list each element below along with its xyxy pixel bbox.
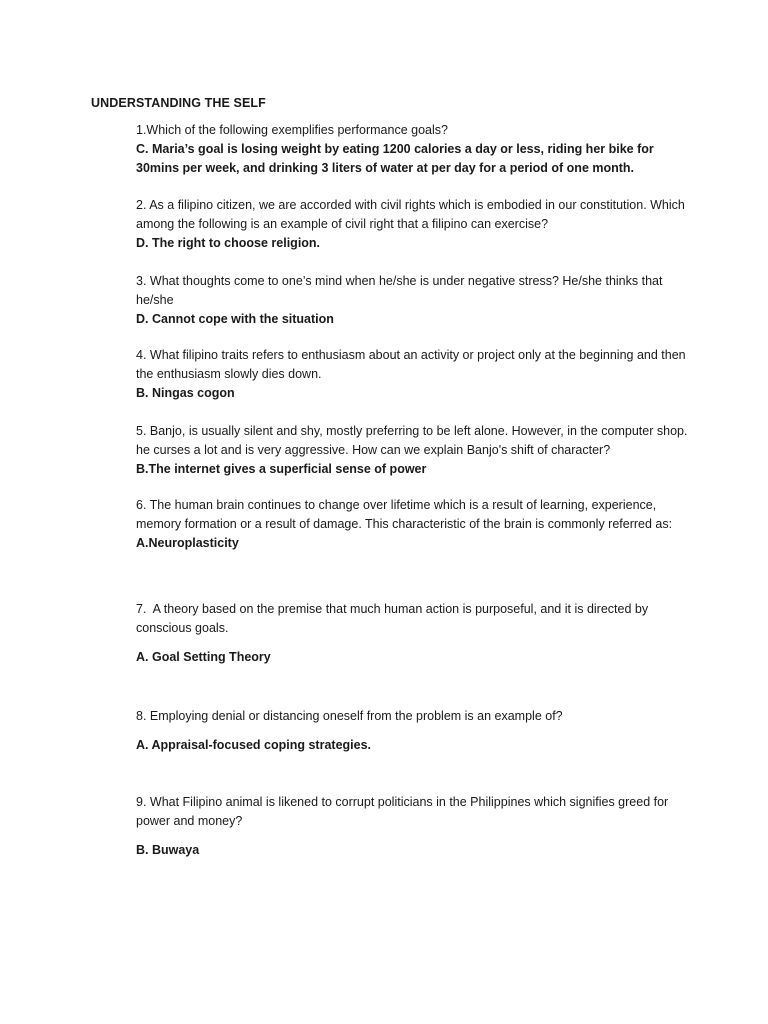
document-title: UNDERSTANDING THE SELF (91, 96, 266, 110)
question-1 (136, 121, 696, 178)
question-3-answer: D. Cannot cope with the situation (136, 312, 334, 326)
question-9-text: 9. What Filipino animal is likened to corrupt politicians in the Philippines which signifies greed for power and money? (136, 795, 672, 828)
question-4-text: 4. What filipino traits refers to enthusiasm about an activity or project only at the beginning and then the enthusiasm slowly dies down. (136, 348, 690, 381)
question-2-text: 2. As a filipino citizen, we are accorded with civil rights which is embodied in our constitution. Which among the following is an example of civil right that a filipino can exercise? (136, 198, 689, 231)
question-4 (136, 346, 696, 403)
question-5-text: 5. Banjo, is usually silent and shy, mostly preferring to be left alone. However, in the computer shop. he curses a lot and is very aggressive. How can we explain Banjo's shift of character? (136, 424, 691, 457)
question-8-text: 8. Employing denial or distancing oneself from the problem is an example of? (136, 709, 563, 723)
question-4-answer: B. Ningas cogon (136, 386, 235, 400)
question-1-text: 1.Which of the following exemplifies performance goals? (136, 123, 448, 137)
question-3-text: 3. What thoughts come to one’s mind when he/she is under negative stress? He/she thinks that he/she (136, 274, 666, 307)
question-6-text: 6. The human brain continues to change over lifetime which is a result of learning, experience, memory formation or a result of damage. This characteristic of the brain is commonly referred as: (136, 498, 673, 531)
question-1-answer: C. Maria’s goal is losing weight by eating 1200 calories a day or less, riding her bike for 30mins per week, and drinking 3 liters of water at per day for a period of one month. (136, 142, 654, 175)
question-9 (136, 793, 696, 860)
question-7-answer: A. Goal Setting Theory (136, 650, 271, 664)
question-5-answer: B.The internet gives a superficial sense of power (136, 462, 427, 476)
question-6-answer: A.Neuroplasticity (136, 536, 239, 550)
question-8 (136, 707, 696, 755)
question-9-answer: B. Buwaya (136, 843, 200, 857)
question-5 (136, 422, 696, 479)
question-8-answer: A. Appraisal-focused coping strategies. (136, 738, 372, 752)
question-2-answer: D. The right to choose religion. (136, 236, 321, 250)
question-3 (136, 272, 696, 329)
question-7 (136, 600, 696, 667)
question-2 (136, 196, 696, 253)
question-7-text: 7. A theory based on the premise that much human action is purposeful, and it is directed by conscious goals. (136, 602, 652, 635)
question-6 (136, 496, 696, 553)
